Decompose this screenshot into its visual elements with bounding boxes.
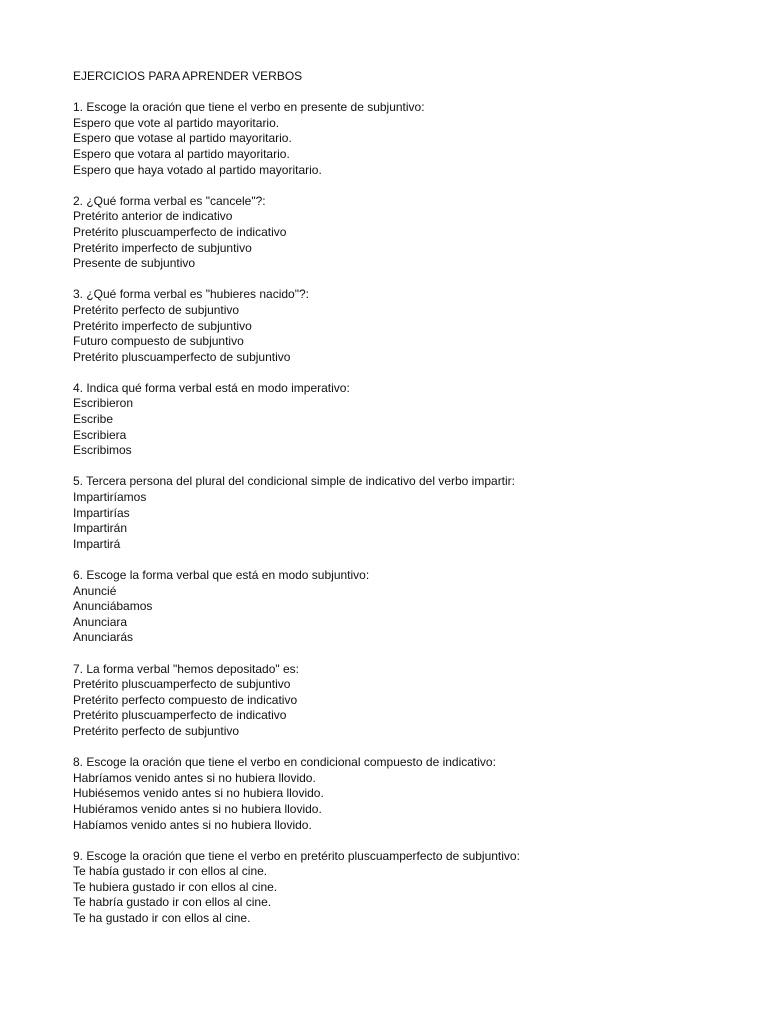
document-title: EJERCICIOS PARA APRENDER VERBOS bbox=[73, 69, 303, 83]
answer-option: Te había gustado ir con ellos al cine. bbox=[73, 864, 268, 879]
answer-option: Impartiríamos bbox=[73, 490, 147, 505]
document-page bbox=[73, 69, 733, 942]
answer-option: Te habría gustado ir con ellos al cine. bbox=[73, 895, 272, 910]
answer-option: Te ha gustado ir con ellos al cine. bbox=[73, 911, 251, 926]
question-3 bbox=[73, 287, 733, 365]
question-5 bbox=[73, 474, 733, 552]
question-2 bbox=[73, 194, 733, 272]
answer-option: Impartirías bbox=[73, 505, 130, 520]
answer-option: Pretérito imperfecto de subjuntivo bbox=[73, 240, 252, 255]
answer-option: Habríamos venido antes si no hubiera llovido. bbox=[73, 770, 316, 785]
question-prompt: 8. Escoge la oración que tiene el verbo en condicional compuesto de indicativo: bbox=[73, 755, 496, 770]
answer-option: Escribieron bbox=[73, 396, 134, 411]
answer-option: Pretérito perfecto de subjuntivo bbox=[73, 723, 240, 738]
answer-option: Espero que votase al partido mayoritario. bbox=[73, 131, 292, 146]
answer-option: Escribiera bbox=[73, 427, 127, 442]
question-prompt: 9. Escoge la oración que tiene el verbo en pretérito pluscuamperfecto de subjuntivo: bbox=[73, 848, 520, 863]
answer-option: Pretérito pluscuamperfecto de subjuntivo bbox=[73, 349, 291, 364]
question-7 bbox=[73, 662, 733, 740]
answer-option: Hubiéramos venido antes si no hubiera llovido. bbox=[73, 801, 322, 816]
question-prompt: 6. Escoge la forma verbal que está en modo subjuntivo: bbox=[73, 568, 370, 582]
answer-option: Anunciarás bbox=[73, 630, 134, 645]
answer-option: Pretérito perfecto de subjuntivo bbox=[73, 302, 240, 317]
answer-option: Pretérito anterior de indicativo bbox=[73, 209, 233, 224]
answer-option: Habíamos venido antes si no hubiera llovido. bbox=[73, 817, 312, 832]
answer-option: Impartirán bbox=[73, 521, 128, 536]
question-prompt: 1. Escoge la oración que tiene el verbo en presente de subjuntivo: bbox=[73, 100, 425, 115]
answer-option: Pretérito pluscuamperfecto de indicativo bbox=[73, 708, 287, 723]
answer-option: Presente de subjuntivo bbox=[73, 256, 196, 271]
answer-option: Hubiésemos venido antes si no hubiera llovido. bbox=[73, 786, 324, 801]
question-6 bbox=[73, 568, 733, 646]
answer-option: Espero que haya votado al partido mayoritario. bbox=[73, 162, 322, 177]
question-prompt: 3. ¿Qué forma verbal es "hubieres nacido"?: bbox=[73, 287, 309, 302]
question-9 bbox=[73, 849, 733, 927]
question-1 bbox=[73, 100, 733, 178]
answer-option: Pretérito pluscuamperfecto de indicativo bbox=[73, 224, 287, 239]
question-prompt: 4. Indica qué forma verbal está en modo imperativo: bbox=[73, 380, 350, 395]
answer-option: Espero que votara al partido mayoritario. bbox=[73, 146, 290, 161]
answer-option: Escribe bbox=[73, 412, 114, 427]
question-prompt: 7. La forma verbal "hemos depositado" es: bbox=[73, 661, 299, 676]
answer-option: Escribimos bbox=[73, 443, 132, 458]
answer-option: Te hubiera gustado ir con ellos al cine. bbox=[73, 879, 278, 894]
answer-option: Futuro compuesto de subjuntivo bbox=[73, 334, 244, 349]
answer-option: Anuncié bbox=[73, 583, 117, 598]
answer-option: Pretérito pluscuamperfecto de subjuntivo bbox=[73, 677, 291, 692]
question-4 bbox=[73, 381, 733, 459]
answer-option: Espero que vote al partido mayoritario. bbox=[73, 115, 280, 130]
answer-option: Pretérito perfecto compuesto de indicativo bbox=[73, 692, 298, 707]
answer-option: Anunciábamos bbox=[73, 599, 153, 614]
answer-option: Impartirá bbox=[73, 536, 121, 551]
question-prompt: 2. ¿Qué forma verbal es "cancele"?: bbox=[73, 193, 266, 208]
answer-option: Pretérito imperfecto de subjuntivo bbox=[73, 318, 252, 333]
answer-option: Anunciara bbox=[73, 614, 128, 629]
question-8 bbox=[73, 755, 733, 833]
question-prompt: 5. Tercera persona del plural del condicional simple de indicativo del verbo impartir: bbox=[73, 474, 516, 489]
